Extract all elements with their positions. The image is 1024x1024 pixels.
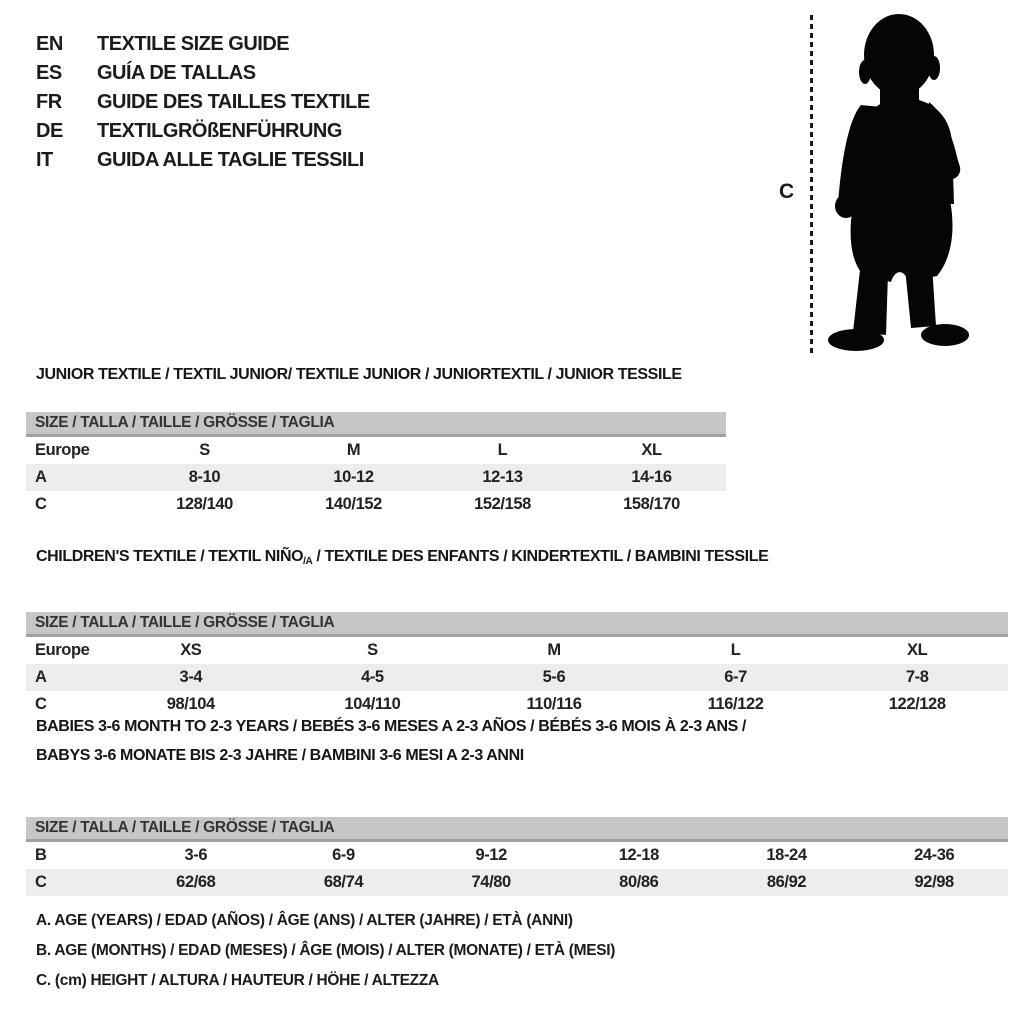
children-title-subscript: /A: [303, 556, 313, 567]
table-row: [26, 464, 726, 491]
row-label: Europe: [35, 641, 90, 659]
lang-row-es: [36, 59, 370, 88]
age-cell: 10-12: [333, 468, 374, 486]
age-cell: 3-4: [179, 668, 203, 686]
lang-code: IT: [36, 149, 53, 171]
children-table-header: SIZE / TALLA / TAILLE / GRÖSSE / TAGLIA: [26, 612, 1008, 637]
height-cell: 80/86: [619, 873, 659, 891]
legend-line-b: B. AGE (MONTHS) / EDAD (MESES) / ÂGE (MOIS) / ALTER (MONATE) / ETÀ (MESI): [36, 942, 616, 959]
children-section-title: [36, 548, 768, 566]
lang-row-it: [36, 146, 370, 175]
height-cell: 122/128: [888, 695, 946, 713]
row-label: Europe: [35, 441, 90, 459]
age-cell: 12-18: [618, 846, 659, 864]
height-cell: 98/104: [166, 695, 215, 713]
row-label: C: [35, 873, 47, 891]
table-row: [26, 869, 1008, 896]
junior-table-header: SIZE / TALLA / TAILLE / GRÖSSE / TAGLIA: [26, 412, 726, 437]
language-guide-list: [36, 30, 370, 175]
lang-code: ES: [36, 62, 62, 84]
measurement-legend: [36, 906, 615, 996]
lang-code: FR: [36, 91, 62, 113]
lang-row-en: [36, 30, 370, 59]
age-cell: 6-7: [724, 668, 747, 686]
lang-row-fr: [36, 88, 370, 117]
size-cell: M: [346, 441, 361, 459]
age-cell: 4-5: [361, 668, 384, 686]
row-label: C: [35, 495, 47, 513]
age-cell: 8-10: [188, 468, 221, 486]
size-cell: XL: [641, 441, 662, 459]
height-cell: 62/68: [176, 873, 216, 891]
babies-size-table: [26, 817, 1008, 896]
lang-title: GUIDA ALLE TAGLIE TESSILI: [97, 149, 364, 171]
junior-section-title: JUNIOR TEXTILE / TEXTIL JUNIOR/ TEXTILE JUNIOR / JUNIORTEXTIL / JUNIOR TESSILE: [36, 366, 682, 383]
row-label: A: [35, 468, 47, 486]
age-cell: 7-8: [905, 668, 929, 686]
table-row: [26, 491, 726, 518]
children-size-table: [26, 612, 1008, 718]
babies-title-line2: BABYS 3-6 MONATE BIS 2-3 JAHRE / BAMBINI 3-6 MESI A 2-3 ANNI: [36, 747, 524, 764]
size-cell: S: [367, 641, 378, 659]
age-cell: 12-13: [482, 468, 523, 486]
toddler-silhouette-figure: [823, 8, 975, 356]
table-row: [26, 842, 1008, 869]
lang-code: DE: [36, 120, 63, 142]
legend-line-a: A. AGE (YEARS) / EDAD (AÑOS) / ÂGE (ANS) / ALTER (JAHRE) / ETÀ (ANNI): [36, 912, 573, 929]
size-cell: XS: [180, 641, 202, 659]
lang-code: EN: [36, 33, 63, 55]
height-marker-label: C: [779, 180, 795, 203]
row-label: A: [35, 668, 47, 686]
height-cell: 140/152: [325, 495, 382, 513]
row-label: C: [35, 695, 47, 713]
lang-title: TEXTILGRÖßENFÜHRUNG: [97, 120, 342, 142]
size-cell: M: [547, 641, 561, 659]
height-cell: 152/158: [474, 495, 531, 513]
age-cell: 3-6: [184, 846, 208, 864]
table-row: [26, 664, 1008, 691]
size-cell: S: [199, 441, 210, 459]
table-row: [26, 637, 1008, 664]
babies-section-title: [36, 712, 746, 770]
lang-title: GUIDE DES TAILLES TEXTILE: [97, 91, 370, 113]
height-cell: 128/140: [176, 495, 233, 513]
height-cell: 92/98: [914, 873, 954, 891]
children-title-part1: CHILDREN'S TEXTILE / TEXTIL NIÑO: [36, 548, 304, 565]
height-cell: 110/116: [526, 695, 582, 713]
height-cell: 104/110: [344, 695, 401, 713]
age-cell: 14-16: [631, 468, 672, 486]
lang-row-de: [36, 117, 370, 146]
toddler-silhouette: [823, 8, 975, 356]
height-cell: 158/170: [623, 495, 680, 513]
height-cell: 86/92: [766, 873, 807, 891]
junior-size-table: [26, 412, 726, 518]
height-cell: 116/122: [707, 695, 764, 713]
height-cell: 68/74: [323, 873, 364, 891]
children-title-part2: / TEXTILE DES ENFANTS / KINDERTEXTIL / BAMBINI TESSILE: [312, 548, 769, 565]
table-row: [26, 437, 726, 464]
babies-table-header: SIZE / TALLA / TAILLE / GRÖSSE / TAGLIA: [26, 817, 1008, 842]
age-cell: 18-24: [766, 846, 807, 864]
age-cell: 24-36: [914, 846, 955, 864]
height-cell: 74/80: [471, 873, 511, 891]
size-cell: L: [730, 641, 741, 659]
row-label: B: [35, 846, 47, 864]
size-cell: XL: [907, 641, 928, 659]
lang-title: GUÍA DE TALLAS: [97, 62, 256, 84]
age-cell: 9-12: [475, 846, 507, 864]
babies-title-line1: BABIES 3-6 MONTH TO 2-3 YEARS / BEBÉS 3-6 MESES A 2-3 AÑOS / BÉBÉS 3-6 MOIS À 2-3 ANS /: [36, 718, 746, 735]
age-cell: 6-9: [332, 846, 355, 864]
age-cell: 5-6: [542, 668, 566, 686]
height-dashed-line: [810, 15, 813, 355]
lang-title: TEXTILE SIZE GUIDE: [97, 33, 290, 55]
legend-line-c: C. (cm) HEIGHT / ALTURA / HAUTEUR / HÖHE / ALTEZZA: [36, 972, 439, 989]
size-cell: L: [497, 441, 508, 459]
